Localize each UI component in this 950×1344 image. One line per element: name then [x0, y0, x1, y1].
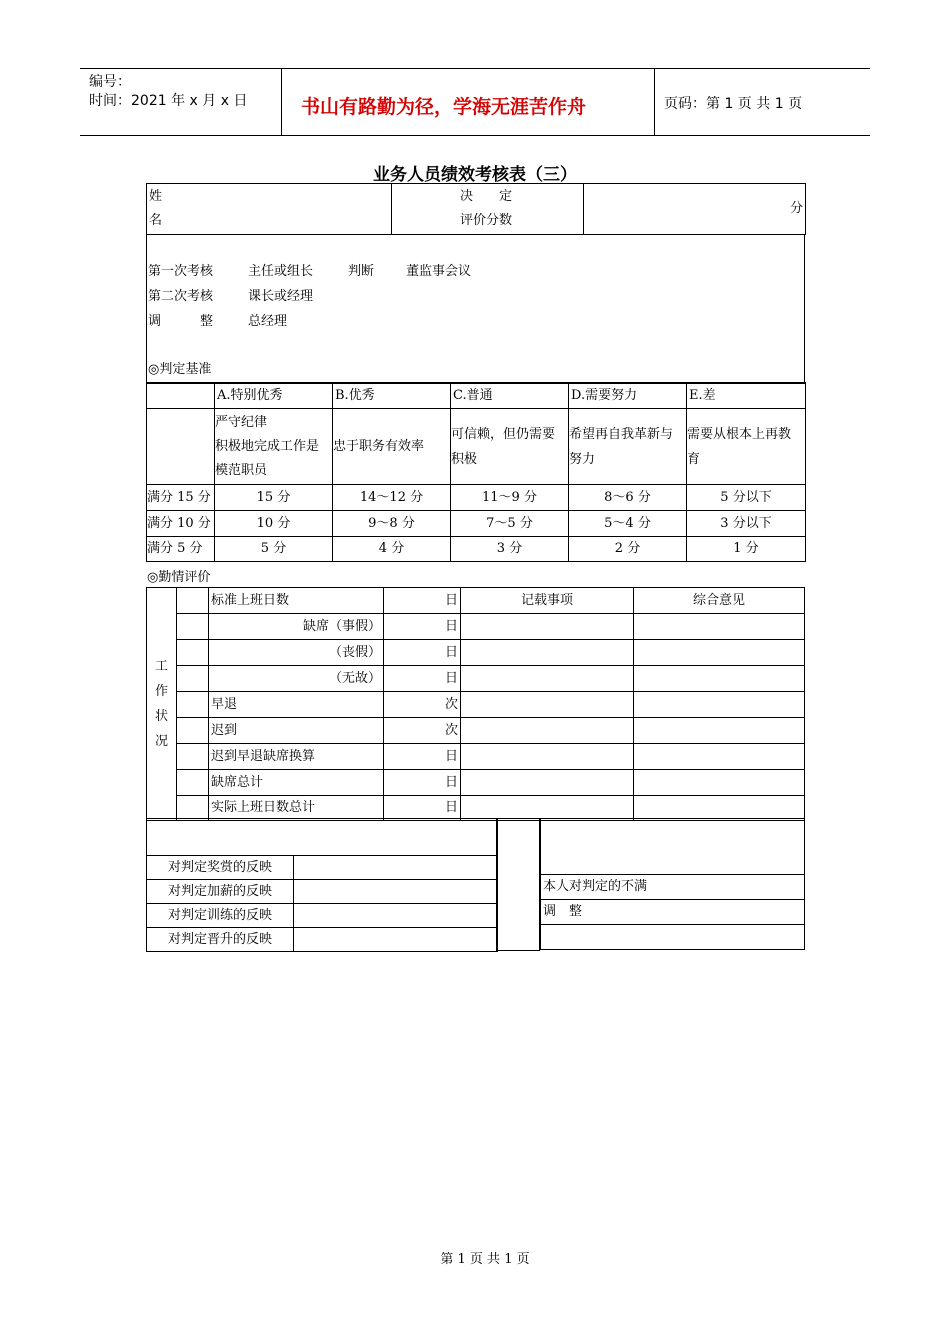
criteria-header-row: [147, 383, 806, 409]
criteria-desc-e-line: 需要从根本上再教: [687, 426, 792, 442]
reaction-label: 对判定加薪的反映: [147, 880, 294, 904]
record-cell[interactable]: [461, 796, 634, 821]
score-cell: 7～5 分: [451, 511, 569, 537]
header-top-rule: [80, 68, 870, 69]
score-cell: 15 分: [215, 485, 333, 511]
review-cell: [147, 235, 805, 384]
work-status-side-label: [147, 588, 177, 821]
info-table: [146, 183, 806, 235]
reaction-input[interactable]: [294, 856, 498, 880]
attendance-unit[interactable]: 次: [384, 692, 461, 718]
review-adjust-reviewer: 总经理: [248, 314, 288, 329]
score-cell: 10 分: [215, 511, 333, 537]
attendance-item: （无故）: [209, 666, 384, 692]
attendance-row: [147, 666, 805, 692]
reaction-label: 对判定训练的反映: [147, 904, 294, 928]
attendance-unit[interactable]: 日: [384, 796, 461, 821]
opinion-cell[interactable]: [634, 796, 805, 821]
criteria-header-c: C.普通: [451, 383, 569, 409]
criteria-desc-c-line: 可信赖，但仍需要: [451, 426, 556, 442]
review-first-reviewer: 主任或组长: [248, 264, 314, 279]
opinion-cell[interactable]: [634, 770, 805, 796]
criteria-desc-d: [569, 409, 687, 485]
score-cell: 9～8 分: [333, 511, 451, 537]
reaction-input[interactable]: [294, 880, 498, 904]
review-second-label: 第二次考核: [148, 289, 214, 304]
score-row-label: 满分 15 分: [147, 485, 215, 511]
criteria-corner: [147, 383, 215, 409]
record-cell[interactable]: [461, 640, 634, 666]
attendance-unit[interactable]: 日: [384, 640, 461, 666]
attendance-item: 实际上班日数总计: [209, 796, 384, 821]
review-adjust-label: 调 整: [148, 314, 214, 329]
reaction-label: 对判定奖赏的反映: [147, 856, 294, 880]
attendance-item: 标准上班日数: [209, 588, 384, 614]
page-title: 业务人员绩效考核表（三）: [373, 165, 577, 185]
score-cell: 5～4 分: [569, 511, 687, 537]
attendance-blank: [177, 770, 209, 796]
score-cell: 2 分: [569, 537, 687, 562]
attendance-unit[interactable]: 日: [384, 614, 461, 640]
criteria-header-b: B.优秀: [333, 383, 451, 409]
header-motto: 书山有路勤为径，学海无涯苦作舟: [301, 96, 587, 118]
review-first-label: 第一次考核: [148, 264, 214, 279]
side-char: 况: [154, 734, 168, 749]
score-cell: 3 分: [451, 537, 569, 562]
attendance-section-label: ◎勤情评价: [147, 570, 211, 585]
score-cell: 3 分以下: [687, 511, 806, 537]
attendance-blank: [177, 796, 209, 821]
score-cell: 4 分: [333, 537, 451, 562]
criteria-header-e: E.差: [687, 383, 806, 409]
score-row-10: [147, 511, 806, 537]
review-block: [146, 234, 805, 384]
record-cell[interactable]: [461, 614, 634, 640]
name-label-line2: 名: [149, 213, 163, 228]
header-divider-right: [654, 68, 655, 136]
decide-label-line1: 决 定: [460, 189, 513, 204]
attendance-unit[interactable]: 日: [384, 744, 461, 770]
attendance-row: [147, 614, 805, 640]
header-divider-left: [281, 68, 282, 136]
dissatisfaction-blank-row: [541, 819, 805, 875]
side-char: 工: [154, 659, 168, 674]
attendance-row: [147, 744, 805, 770]
record-column-header: 记载事项: [461, 588, 634, 614]
score-cell: 14～12 分: [333, 485, 451, 511]
review-board: 董监事会议: [406, 264, 472, 279]
side-char: 作: [154, 684, 168, 699]
criteria-desc-d-line: 希望再自我革新与: [569, 426, 674, 442]
dissatisfaction-input-row: [541, 925, 805, 950]
attendance-row: [147, 718, 805, 744]
dissatisfaction-blank[interactable]: [541, 819, 805, 875]
score-row-15: [147, 485, 806, 511]
attendance-row: [147, 692, 805, 718]
reaction-table: [146, 818, 498, 952]
decide-label-line2: 评价分数: [460, 213, 513, 228]
opinion-cell[interactable]: [634, 692, 805, 718]
attendance-item: 早退: [209, 692, 384, 718]
reaction-row: [147, 904, 498, 928]
review-judgment: 判断: [348, 264, 375, 279]
reaction-input[interactable]: [294, 928, 498, 952]
record-cell[interactable]: [461, 744, 634, 770]
criteria-section-label: ◎判定基准: [148, 362, 212, 377]
reaction-label: 对判定晋升的反映: [147, 928, 294, 952]
criteria-desc-c: [451, 409, 569, 485]
score-field[interactable]: [584, 184, 806, 235]
score-cell: 8～6 分: [569, 485, 687, 511]
opinion-cell[interactable]: [634, 614, 805, 640]
attendance-item: （丧假）: [209, 640, 384, 666]
criteria-desc-d-line: 努力: [569, 451, 596, 467]
score-cell: 1 分: [687, 537, 806, 562]
attendance-blank: [177, 666, 209, 692]
reaction-row: [147, 856, 498, 880]
dissatisfaction-table: [540, 818, 805, 950]
dissatisfaction-row: [541, 875, 805, 900]
score-row-label: 满分 5 分: [147, 537, 215, 562]
attendance-row: [147, 770, 805, 796]
dissatisfaction-input[interactable]: [541, 925, 805, 950]
criteria-desc-corner: [147, 409, 215, 485]
reaction-row: [147, 880, 498, 904]
criteria-desc-b: 忠于职务有效率: [333, 409, 451, 485]
attendance-row: [147, 796, 805, 821]
opinion-cell[interactable]: [634, 718, 805, 744]
side-char: 状: [154, 709, 168, 724]
attendance-blank: [177, 614, 209, 640]
attendance-blank: [177, 588, 209, 614]
criteria-desc-a-line: 积极地完成工作是: [215, 438, 320, 454]
attendance-row: [147, 588, 805, 614]
criteria-desc-a-line: 模范职员: [215, 462, 268, 478]
header-page-label: 页码：第 1 页 共 1 页: [664, 96, 803, 112]
attendance-blank: [177, 692, 209, 718]
reaction-middle-blank: [496, 818, 540, 951]
attendance-item: 缺席总计: [209, 770, 384, 796]
opinion-cell[interactable]: [634, 666, 805, 692]
criteria-desc-c-line: 积极: [451, 451, 478, 467]
opinion-column-header: 综合意见: [634, 588, 805, 614]
score-row-5: [147, 537, 806, 562]
criteria-desc-e: [687, 409, 806, 485]
attendance-blank: [177, 640, 209, 666]
record-cell[interactable]: [461, 692, 634, 718]
criteria-header-a: A.特别优秀: [215, 383, 333, 409]
criteria-desc-a: [215, 409, 333, 485]
score-cell: 5 分以下: [687, 485, 806, 511]
criteria-desc-row: [147, 409, 806, 485]
header-bottom-rule: [80, 135, 870, 136]
header-time-label: 时间：2021 年 x 月 x 日: [89, 93, 248, 109]
attendance-unit[interactable]: 日: [384, 770, 461, 796]
attendance-blank: [177, 744, 209, 770]
attendance-row: [147, 640, 805, 666]
score-unit: 分: [789, 201, 803, 216]
criteria-table: [146, 382, 806, 562]
attendance-item: 迟到: [209, 718, 384, 744]
opinion-cell[interactable]: [634, 744, 805, 770]
attendance-unit[interactable]: 日: [384, 666, 461, 692]
criteria-header-d: D.需要努力: [569, 383, 687, 409]
reaction-blank[interactable]: [147, 819, 498, 856]
review-second-reviewer: 课长或经理: [248, 289, 314, 304]
attendance-item: 迟到早退缺席换算: [209, 744, 384, 770]
attendance-table: [146, 587, 805, 821]
record-cell[interactable]: [461, 718, 634, 744]
attendance-unit[interactable]: 日: [384, 588, 461, 614]
opinion-cell[interactable]: [634, 640, 805, 666]
decide-label-cell: [392, 184, 584, 235]
attendance-unit[interactable]: 次: [384, 718, 461, 744]
record-cell[interactable]: [461, 666, 634, 692]
page-footer: 第 1 页 共 1 页: [440, 1252, 530, 1267]
name-label-line1: 姓: [149, 189, 163, 204]
adjust-label: 调 整: [541, 900, 805, 925]
criteria-desc-a-line: 严守纪律: [215, 414, 268, 430]
dissatisfaction-label: 本人对判定的不满: [541, 875, 805, 900]
reaction-input[interactable]: [294, 904, 498, 928]
reaction-row: [147, 928, 498, 952]
record-cell[interactable]: [461, 770, 634, 796]
score-cell: 5 分: [215, 537, 333, 562]
name-field[interactable]: [147, 184, 392, 235]
criteria-desc-e-line: 育: [687, 451, 701, 467]
adjust-row: [541, 900, 805, 925]
reaction-blank-row: [147, 819, 498, 856]
score-cell: 11～9 分: [451, 485, 569, 511]
header-number-label: 编号：: [89, 74, 131, 90]
attendance-blank: [177, 718, 209, 744]
attendance-item: 缺席（事假）: [209, 614, 384, 640]
score-row-label: 满分 10 分: [147, 511, 215, 537]
